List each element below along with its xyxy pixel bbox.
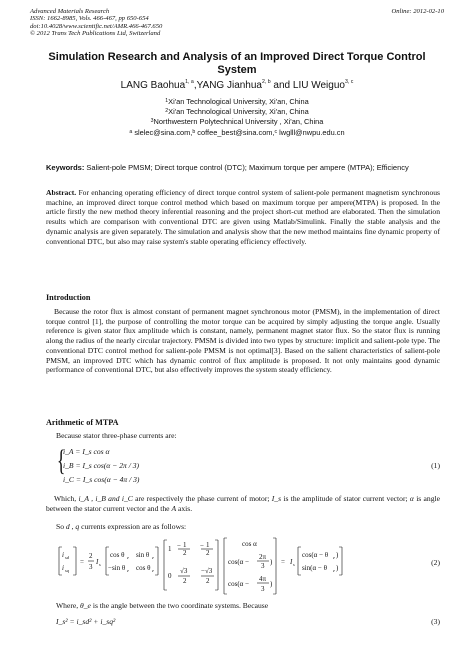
email-sup: c — [274, 128, 278, 135]
svg-text:s: s — [99, 562, 101, 567]
email-sup: a — [129, 128, 133, 135]
math-var: i_A , i_B and i_C — [78, 494, 133, 503]
svg-text:3: 3 — [261, 562, 265, 570]
svg-text:s: s — [293, 562, 295, 567]
svg-text:=: = — [281, 558, 285, 566]
author-name: ,YANG Jianhua — [193, 80, 262, 91]
author-list — [24, 80, 450, 91]
svg-text:2π: 2π — [259, 553, 267, 561]
math-var: θ_e — [80, 601, 91, 610]
equation-1-line: i_A = I_s cos α — [63, 447, 110, 456]
affiliation-item — [24, 97, 450, 107]
svg-text:√3: √3 — [180, 567, 188, 575]
svg-text:cos(α −: cos(α − — [228, 558, 250, 566]
math-var: α — [409, 494, 414, 503]
svg-text:sin θ: sin θ — [136, 551, 150, 559]
svg-text:e: e — [152, 568, 154, 573]
keywords-text: Salient-pole PMSM; Direct torque control (DTC); Maximum torque per ampere (MTPA); Efficiency — [84, 163, 409, 172]
author-name: LANG Baohua — [120, 80, 186, 91]
svg-text:1: 1 — [168, 545, 172, 553]
affiliation-text: Northwestern Polytechnical University , Xi'an, China — [153, 117, 324, 127]
where-paragraph — [56, 601, 436, 611]
svg-text:): ) — [336, 564, 339, 572]
svg-text:cos θ: cos θ — [110, 551, 125, 559]
svg-text:2: 2 — [89, 552, 93, 560]
email-line — [24, 128, 450, 138]
online-date: Online: 2012-02-10 — [391, 8, 444, 15]
svg-text:2: 2 — [206, 549, 210, 557]
affiliation-text: Xi'an Technological University, Xi'an, China — [168, 97, 309, 106]
affiliation-sup: 3 — [150, 118, 154, 125]
svg-text:e: e — [127, 568, 129, 573]
email-link[interactable]: lwglll@nwpu.edu.cn — [277, 127, 345, 137]
svg-text:I: I — [96, 558, 99, 566]
equation-2 — [56, 537, 436, 595]
svg-text:1: 1 — [183, 541, 187, 549]
svg-text:−: − — [177, 542, 181, 550]
svg-text:4π: 4π — [259, 575, 267, 583]
affiliation-item — [24, 117, 450, 127]
svg-text:3: 3 — [89, 563, 93, 571]
text-run: is angle between the stator current vector and the — [46, 494, 441, 513]
math-var: A — [171, 503, 177, 513]
svg-text:e: e — [152, 555, 154, 560]
text-run: axis. — [176, 503, 193, 513]
copyright-line: © 2012 Trans Tech Publications Ltd, Switzerland — [30, 30, 161, 38]
svg-text:2: 2 — [206, 577, 210, 585]
equation-1-number: (1) — [431, 461, 440, 470]
svg-text:cos(α −: cos(α − — [228, 580, 250, 588]
title-line-2: System — [217, 64, 257, 76]
svg-text:1: 1 — [206, 541, 210, 549]
email-link[interactable]: coffee_best@sina.com, — [195, 127, 275, 137]
abstract-text: For enhancing operating efficiency of direct torque control system of salient-pole permanent magnetism synchronous machine, an improved direct torque control method which based on maximum torque per ampere(MTPA) is proposed. In the article firstly the new method theory inferential reasoning and the project short-cut method are elaborated. Then the simulation results which are comparison with conventional DTC are given using Matlab/Simulink. Finally the stable analysis and the dynamic analysis are given separately. The simulation and analysis show that the new method maintains fine dynamic property of conventional DTC, but also may raise system's stable operating efficiency effectively. — [46, 188, 440, 246]
affiliation-item — [24, 107, 450, 117]
svg-text:i: i — [62, 564, 64, 572]
svg-text:sin(α − θ: sin(α − θ — [302, 564, 327, 572]
svg-text:I: I — [290, 558, 293, 566]
svg-text:): ) — [270, 580, 273, 588]
text-run: is the amplitude of stator current vector; — [281, 494, 410, 503]
text-run: So — [56, 522, 66, 531]
keywords — [46, 163, 436, 173]
svg-text:=: = — [80, 558, 84, 566]
svg-text:): ) — [270, 558, 273, 566]
svg-text:sd: sd — [65, 555, 70, 560]
author-sup: 3, c — [344, 79, 354, 85]
text-run: Which, — [54, 494, 79, 503]
svg-text:e: e — [333, 568, 335, 573]
svg-text:3: 3 — [261, 585, 265, 593]
svg-text:): ) — [336, 551, 339, 559]
so-paragraph — [56, 522, 436, 532]
svg-text:0: 0 — [168, 572, 172, 580]
svg-text:−: − — [200, 542, 204, 550]
equation-1-line: i_C = I_s cos(α − 4π / 3) — [63, 475, 140, 484]
svg-text:cos θ: cos θ — [136, 564, 151, 572]
equation-brace: { — [56, 444, 66, 477]
math-var: I_s — [271, 494, 282, 503]
which-paragraph — [46, 494, 440, 513]
affiliation-text: Xi'an Technological University, Xi'an, China — [168, 107, 309, 117]
svg-text:cos(α − θ: cos(α − θ — [302, 551, 329, 559]
intro-paragraph: Because the rotor flux is almost constant of permanent magnet synchronous motor (PMSM), in the implementation of direct torque control [1], the purpose of controlling the motor torque can be acquired by simply adjusting the torque angle. Usually reference is given stator flux amplitude which is constant, namely, permanent magnet stator flux. So the stator flux is running along the radius of the nearly circular trajectory. PMSM is divided into two types by structure: implicit and salient-pole type. The conventional DTC control method for salient-pole PMSM is not optimal[3]. Based on the salient characteristics of salient-pole PMSM, an improved DTC which has dynamic control of flux amplitude is proposed. It not only maintains good dynamic performance of conventional DTC, but also effectively improves the system steady efficiency. — [46, 307, 440, 375]
text-run: is the angle between the two coordinate systems. Because — [90, 601, 269, 610]
svg-text:sq: sq — [65, 568, 70, 573]
math-var: d , q — [65, 522, 80, 531]
equation-1-line: i_B = I_s cos(α − 2π / 3) — [63, 461, 140, 470]
mtpa-heading: Arithmetic of MTPA — [46, 418, 119, 427]
svg-text:−sin θ: −sin θ — [108, 564, 126, 572]
svg-text:−√3: −√3 — [201, 567, 213, 575]
affiliation-sup: 2 — [165, 108, 169, 115]
journal-name: Advanced Materials Research — [30, 8, 110, 15]
abstract — [46, 188, 440, 246]
equation-3: I_s² = i_sd² + i_sq² — [56, 617, 116, 626]
svg-text:cos α: cos α — [242, 540, 257, 548]
author-name: and LIU Weiguo — [270, 80, 345, 91]
svg-text:i: i — [62, 551, 64, 559]
affiliation-sup: 1 — [165, 98, 169, 104]
svg-text:e: e — [333, 555, 335, 560]
mtpa-intro: Because stator three-phase currents are: — [56, 431, 177, 440]
author-sup: 2, b — [262, 79, 271, 85]
issn-line: ISSN: 1662-8985, Vols. 466-467, pp 650-654 — [30, 15, 149, 23]
doi-line: doi:10.4028/www.scientific.net/AMR.466-467.650 — [30, 22, 163, 30]
text-run: Where, — [56, 601, 81, 610]
equation-2-number: (2) — [431, 558, 440, 567]
email-sup: b — [192, 128, 196, 135]
intro-heading: Introduction — [46, 293, 91, 302]
svg-text:e: e — [127, 555, 129, 560]
email-link[interactable]: slelec@sina.com, — [132, 127, 193, 137]
affiliations — [24, 97, 450, 138]
text-run: are respectively the phase current of motor; — [132, 494, 272, 503]
title-line-1: Simulation Research and Analysis of an Improved Direct Torque Control — [48, 51, 426, 63]
svg-text:2: 2 — [183, 577, 187, 585]
abstract-label: Abstract. — [46, 188, 77, 197]
journal-header — [30, 8, 444, 38]
paper-title — [24, 51, 450, 77]
keywords-label: Keywords: — [46, 163, 85, 172]
svg-text:2: 2 — [183, 549, 187, 557]
text-run: currents expression are as follows: — [79, 522, 187, 531]
author-sup: 1, a — [185, 79, 194, 85]
equation-3-number: (3) — [431, 617, 440, 626]
